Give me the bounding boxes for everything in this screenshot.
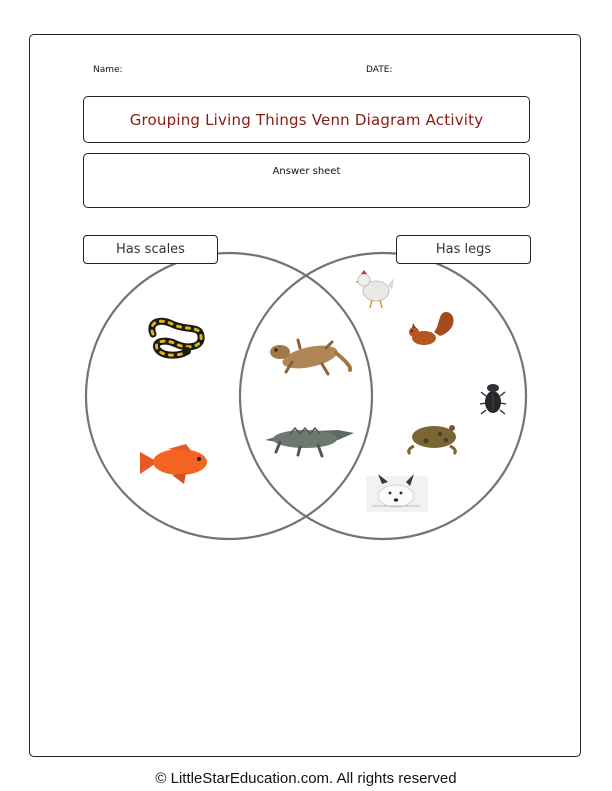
goldfish-image	[140, 444, 207, 484]
snake-image	[152, 321, 201, 355]
name-label: Name:	[93, 65, 123, 75]
date-label: DATE:	[366, 65, 393, 75]
has-scales-label: Has scales	[83, 235, 218, 264]
dog-image	[366, 474, 428, 512]
frog-image	[409, 425, 456, 454]
bearded-dragon-image	[270, 340, 350, 374]
has-scales-circle	[86, 253, 372, 539]
squirrel-image	[409, 312, 454, 345]
beetle-image	[480, 384, 506, 414]
crocodile-image	[265, 428, 354, 456]
page-title: Grouping Living Things Venn Diagram Activity	[129, 110, 484, 129]
has-legs-label: Has legs	[396, 235, 531, 264]
hen-image	[355, 270, 394, 308]
answer-sheet-label: Answer sheet	[272, 166, 341, 177]
copyright-footer: © LittleStarEducation.com. All rights reserved	[155, 770, 457, 787]
